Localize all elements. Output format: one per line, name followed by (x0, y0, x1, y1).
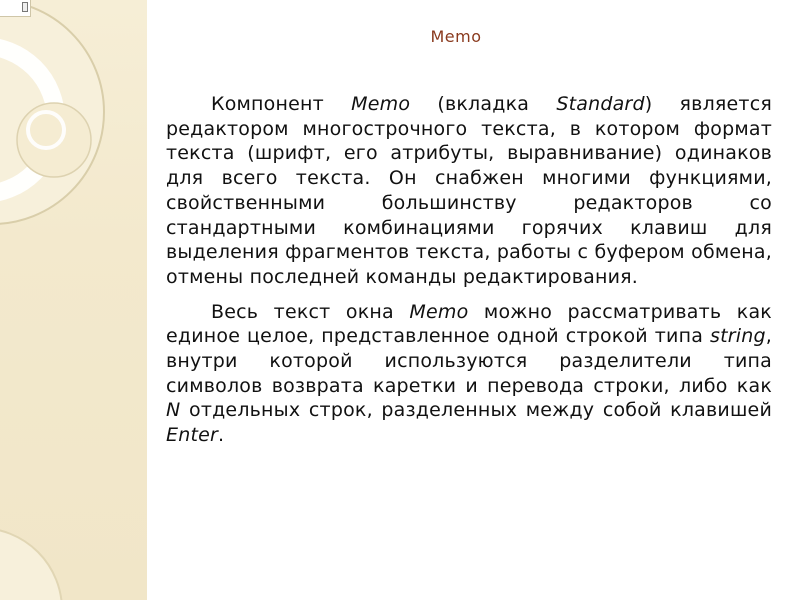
paragraph-2 (166, 300, 772, 448)
bottom-ring-shape (0, 528, 62, 600)
decorative-rings (0, 0, 147, 600)
decorative-side-band (0, 0, 147, 600)
paragraph-2-text-1: Весь текст окна (211, 300, 410, 323)
slide-body-text (166, 92, 772, 448)
paragraph-2-text-3: , внутри которой используются разделители типа символов возврата каретки и перевода строки, либо как (166, 325, 772, 397)
string-term: string (710, 325, 766, 348)
n-term: N (166, 399, 181, 422)
paragraph-2-text-4: отдельных строк, разделенных между собой клавишей (180, 399, 772, 422)
memo-term-2: Memo (409, 300, 469, 323)
paragraph-2-text-2: можно рассматривать как единое целое, представленное одной строкой типа (166, 300, 772, 348)
paragraph-2-text-5: . (218, 424, 225, 447)
slide-title: Memo (430, 27, 482, 46)
paragraph-1-text-2: (вкладка (410, 93, 557, 115)
paragraph-1-text-3: ) является редактором многострочного текста, в котором формат текста (шрифт, его атрибуты, выравнивание) одинаков для всего текста. Он снабжен многими функциями, свойственными большинству редакторов со стандартными комбинациями горячих клавиш для выделения фрагментов текста, работы с буфером обмена, отмены последней команды редактирования. (166, 93, 772, 288)
corner-window-mark (0, 0, 31, 17)
paragraph-1-text-1: Компонент (211, 93, 352, 115)
paragraph-1 (166, 92, 772, 290)
enter-term: Enter (166, 424, 218, 447)
standard-tab-term: Standard (556, 93, 645, 115)
memo-term: Memo (351, 93, 411, 115)
